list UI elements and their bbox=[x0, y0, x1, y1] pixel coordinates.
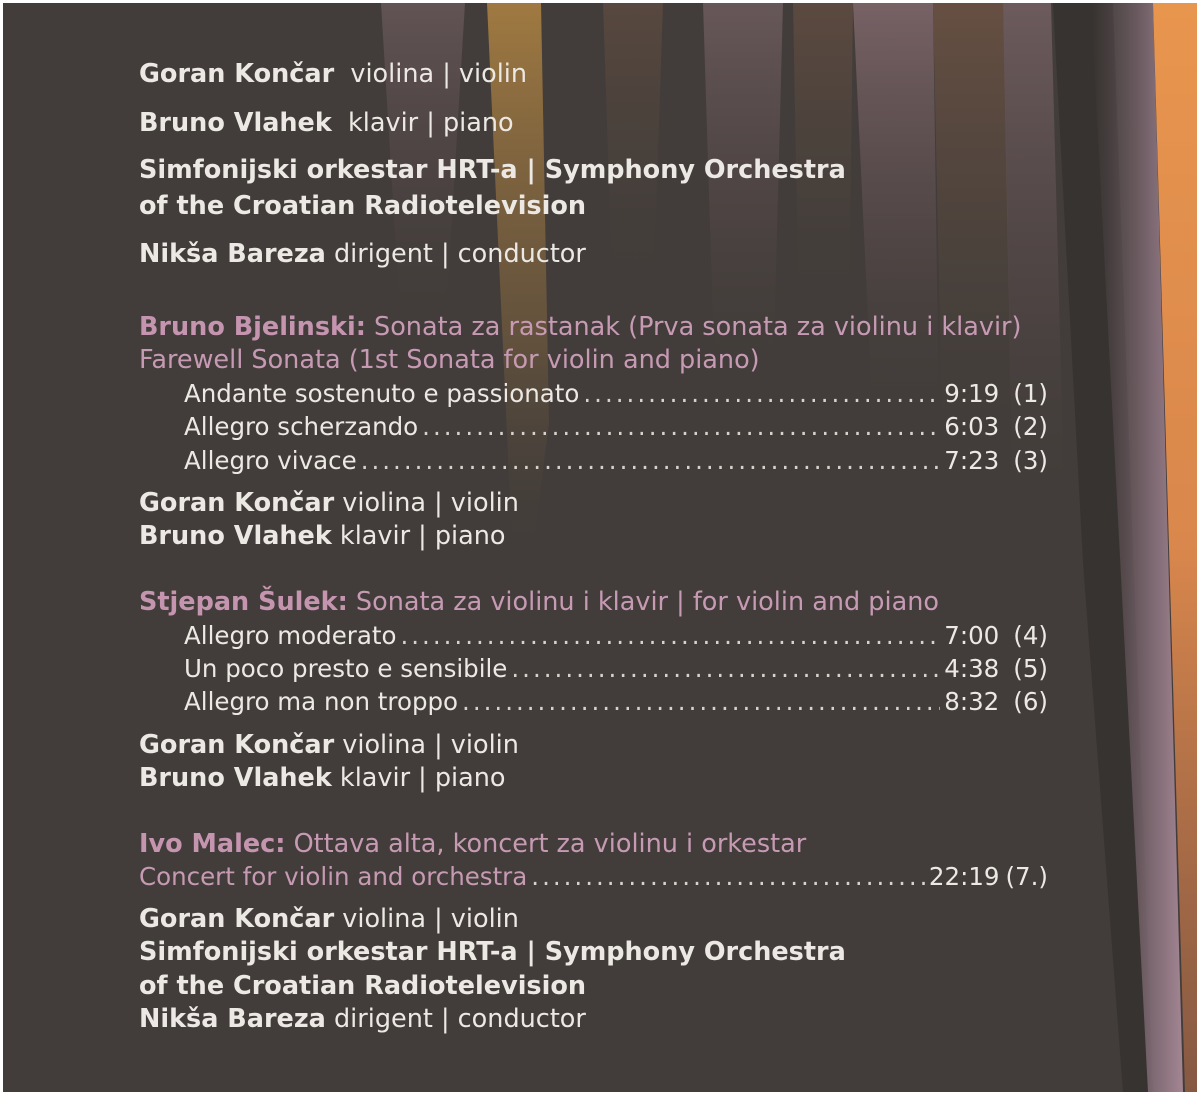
performer-name: Goran Končar bbox=[139, 59, 335, 89]
work-heading bbox=[139, 311, 1021, 343]
credit-line bbox=[139, 238, 586, 270]
performer-role: violina | violin bbox=[342, 488, 519, 518]
ensemble-name: of the Croatian Radiotelevision bbox=[139, 191, 587, 221]
ensemble-name: Simfonijski orkestar HRT-a | Symphony Orchestra bbox=[139, 155, 846, 185]
leader-dots bbox=[583, 378, 940, 410]
track-row bbox=[184, 620, 1048, 652]
performer-role: dirigent | conductor bbox=[333, 239, 586, 269]
work-title: Sonata za rastanak (Prva sonata za violinu i klavir) bbox=[374, 312, 1022, 342]
credit-line bbox=[139, 190, 586, 222]
work-subtitle bbox=[139, 344, 760, 376]
work-title: Sonata za violinu i klavir | for violin and piano bbox=[355, 587, 939, 617]
performer-role: klavir | piano bbox=[339, 763, 506, 793]
performer-role: klavir | piano bbox=[348, 108, 514, 138]
track-duration: 4:38 bbox=[944, 654, 1000, 683]
ensemble-name: of the Croatian Radiotelevision bbox=[139, 971, 587, 1001]
work-title: Ottava alta, koncert za violinu i orkestar bbox=[293, 829, 807, 859]
work-subtitle-text: Concert for violin and orchestra bbox=[139, 862, 528, 891]
track-title: Allegro scherzando bbox=[184, 412, 419, 441]
performer-name: Goran Končar bbox=[139, 904, 335, 934]
work-heading bbox=[139, 586, 939, 618]
booklet-page bbox=[3, 3, 1197, 1092]
performer-role: violina | violin bbox=[342, 730, 519, 760]
track-number: (4) bbox=[1013, 621, 1048, 650]
leader-dots bbox=[462, 686, 940, 718]
performer-name: Bruno Vlahek bbox=[139, 763, 332, 793]
track-title: Allegro moderato bbox=[184, 621, 397, 650]
leader-dots bbox=[511, 653, 940, 685]
credit-line bbox=[139, 970, 586, 1002]
track-duration: 7:23 bbox=[944, 446, 1000, 475]
performer-name: Bruno Vlahek bbox=[139, 108, 332, 138]
composer-name: Bruno Bjelinski: bbox=[139, 312, 366, 342]
track-duration: 9:19 bbox=[944, 379, 1000, 408]
credit-line bbox=[139, 58, 527, 90]
performer-name: Bruno Vlahek bbox=[139, 521, 332, 551]
track-row bbox=[184, 378, 1048, 410]
credit-line bbox=[139, 1003, 586, 1035]
track-duration: 7:00 bbox=[944, 621, 1000, 650]
track-duration: 6:03 bbox=[944, 412, 1000, 441]
credit-line bbox=[139, 729, 519, 761]
track-row bbox=[184, 445, 1048, 477]
track-duration: 22:19 bbox=[928, 862, 1000, 891]
track-number: (7.) bbox=[1005, 862, 1048, 891]
performer-role: klavir | piano bbox=[339, 521, 506, 551]
track-title: Allegro ma non troppo bbox=[184, 687, 459, 716]
credit-line bbox=[139, 154, 846, 186]
track-row bbox=[184, 686, 1048, 718]
performer-role: violina | violin bbox=[342, 904, 519, 934]
composer-name: Stjepan Šulek: bbox=[139, 587, 348, 617]
leader-dots bbox=[361, 445, 941, 477]
leader-dots bbox=[422, 411, 940, 443]
performer-role: violina | violin bbox=[350, 59, 528, 89]
tracklist-content bbox=[3, 3, 1197, 1092]
leader-dots bbox=[531, 861, 925, 893]
track-title: Allegro vivace bbox=[184, 446, 357, 475]
performer-name: Goran Končar bbox=[139, 488, 335, 518]
performer-name: Nikša Bareza bbox=[139, 1004, 326, 1034]
track-duration: 8:32 bbox=[944, 687, 1000, 716]
track-number: (2) bbox=[1013, 412, 1048, 441]
track-row bbox=[184, 653, 1048, 685]
track-row bbox=[184, 411, 1048, 443]
composer-name: Ivo Malec: bbox=[139, 829, 286, 859]
work-subtitle-text: Farewell Sonata (1st Sonata for violin and piano) bbox=[139, 345, 760, 375]
credit-line bbox=[139, 487, 519, 519]
credit-line bbox=[139, 762, 506, 794]
track-title: Un poco presto e sensibile bbox=[184, 654, 508, 683]
performer-name: Nikša Bareza bbox=[139, 239, 326, 269]
track-number: (1) bbox=[1013, 379, 1048, 408]
leader-dots bbox=[400, 620, 940, 652]
track-title: Andante sostenuto e passionato bbox=[184, 379, 580, 408]
work-heading bbox=[139, 828, 806, 860]
credit-line bbox=[139, 903, 519, 935]
credit-line bbox=[139, 107, 514, 139]
performer-role: dirigent | conductor bbox=[333, 1004, 586, 1034]
track-number: (6) bbox=[1013, 687, 1048, 716]
ensemble-name: Simfonijski orkestar HRT-a | Symphony Orchestra bbox=[139, 937, 846, 967]
performer-name: Goran Končar bbox=[139, 730, 335, 760]
track-number: (3) bbox=[1013, 446, 1048, 475]
track-number: (5) bbox=[1013, 654, 1048, 683]
credit-line bbox=[139, 520, 506, 552]
credit-line bbox=[139, 936, 846, 968]
track-row bbox=[139, 861, 1048, 893]
